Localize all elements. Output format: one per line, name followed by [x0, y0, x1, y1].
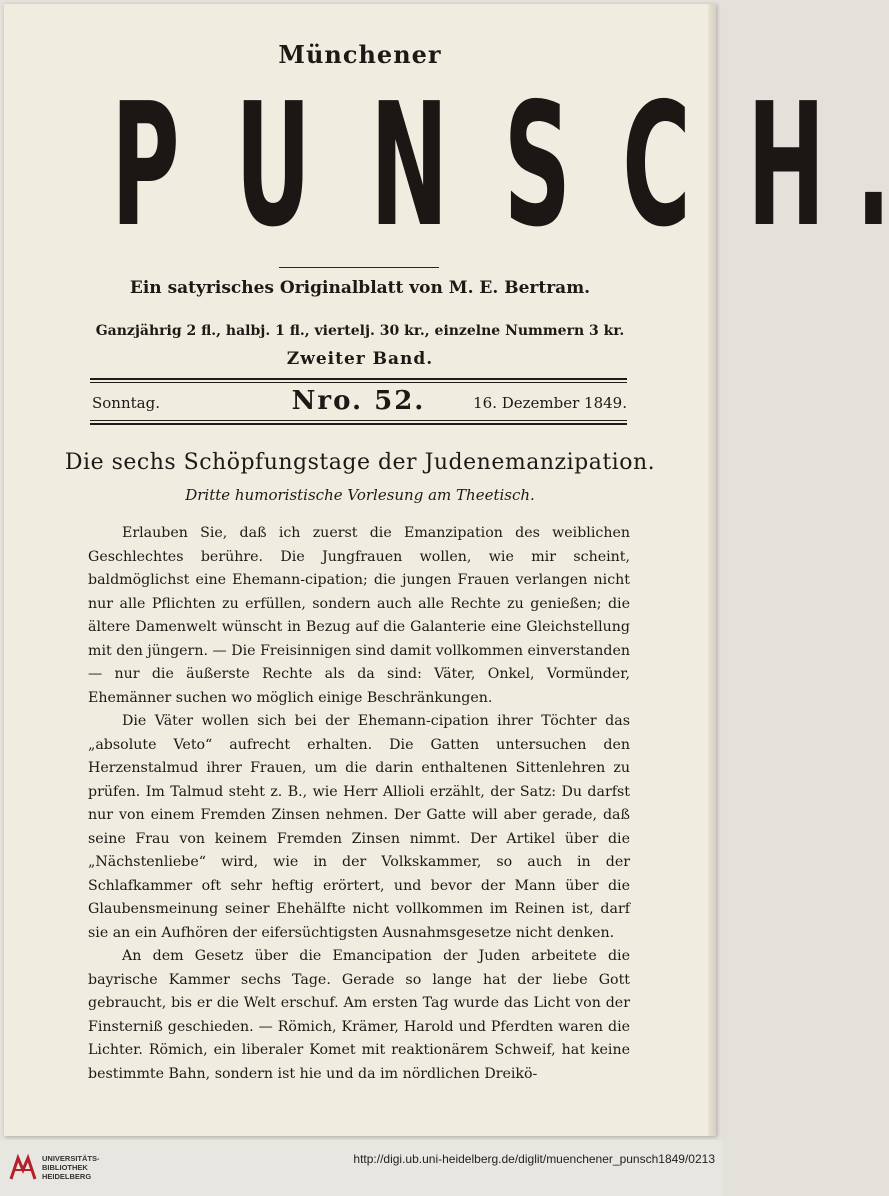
masthead-title [84, 67, 889, 265]
page-edge [708, 4, 716, 1136]
title-letter: P [111, 67, 178, 265]
article-paragraph: An dem Gesetz über die Emancipation der Juden arbeitete die bayrische Kammer sechs Tage. Gerade so lange hat der liebe Gott gebraucht, bis er die Welt erschuf. Am ersten Tag wurde das Licht von der Finsterniß geschieden. — Römich, Krämer, Harold und Pferdten waren die Lichter. Römich, ein liberaler Komet mit reaktionärem Schweif, hat keine bestimmte Bahn, sondern ist hie und da im nördlichen Dreikö- [88, 948, 630, 1082]
volume-label: Zweiter Band. [286, 349, 434, 369]
title-letter: N [369, 67, 446, 265]
article-kicker: Dritte humoristische Vorlesung am Theetisch. [185, 486, 535, 504]
source-url-link[interactable]: http://digi.ub.uni-heidelberg.de/diglit/muenchener_punsch1849/0213 [353, 1152, 715, 1166]
masthead-divider [279, 267, 439, 268]
library-name [42, 1154, 100, 1181]
newspaper-page [4, 4, 889, 1136]
issue-rule-top-thin [90, 382, 627, 383]
issue-date: 16. Dezember 1849. [473, 394, 627, 412]
issue-rule-bottom [90, 423, 627, 425]
article-paragraph: Die Väter wollen sich bei der Ehemann-cipation ihrer Töchter das „absolute Veto“ aufrecht erhalten. Die Gatten untersuchen den Herzenstalmud ihrer Frauen, um die darin enthaltenen Sittenlehren zu prüfen. Im Talmud steht z. B., wie Herr Allioli erzählt, der Satz: Du darfst nur von einem Fremden Zinsen nehmen. Der Gatte will aber gerade, daß seine Frau von keinem Fremden Zinsen nimmt. Der Artikel über die „Nächstenliebe“ wird, wie in der Volkskammer, so auch in der Schlafkammer oft sehr heftig erörtert, und bevor der Mann über die Glaubensmeinung seiner Ehehälfte nicht vollkommen im Reinen ist, darf sie an ein Aufhören der eifersüchtigsten Ausnahmsgesetze nicht denken. [88, 713, 630, 941]
title-letter: . [856, 67, 889, 265]
library-name-line: BIBLIOTHEK [42, 1163, 88, 1172]
issue-day: Sonntag. [92, 394, 160, 412]
issue-row [90, 388, 627, 418]
title-letter: S [503, 67, 569, 265]
masthead-city: Münchener [278, 40, 442, 69]
title-letter: H [747, 67, 824, 265]
title-letter: U [234, 67, 309, 265]
viewer-footer [0, 1140, 723, 1196]
issue-rule-bottom-thin [90, 420, 627, 421]
university-library-logo-icon[interactable] [8, 1152, 38, 1182]
issue-number: Nro. 52. [291, 386, 426, 416]
issue-rule-top [90, 378, 627, 380]
library-name-line: HEIDELBERG [42, 1172, 92, 1181]
article-headline: Die sechs Schöpfungstage der Judenemanzipation. [64, 450, 656, 475]
library-name-line: UNIVERSITÄTS- [42, 1154, 100, 1163]
title-letter: C [622, 67, 689, 265]
article-paragraph: Erlauben Sie, daß ich zuerst die Emanzipation des weiblichen Geschlechtes berühre. Die Jungfrauen wollen, wie mir scheint, baldmöglichst eine Ehemann-cipation; die jungen Frauen verlangen nicht nur alle Pflichten zu erfüllen, sondern auch alle Rechte zu genießen; die ältere Damenwelt wünscht in Bezug auf die Galanterie eine Gleichstellung mit den jüngern. — Die Freisinnigen sind damit vollkommen einverstanden — nur die äußerste Rechte als da sind: Väter, Onkel, Vormünder, Ehemänner suchen wo möglich einige Beschränkungen. [88, 525, 630, 706]
masthead-subtitle: Ein satyrisches Originalblatt von M. E. Bertram. [129, 278, 591, 298]
price-line: Ganzjährig 2 fl., halbj. 1 fl., viertelj. 30 kr., einzelne Nummern 3 kr. [95, 323, 625, 339]
article-body [88, 522, 630, 1086]
